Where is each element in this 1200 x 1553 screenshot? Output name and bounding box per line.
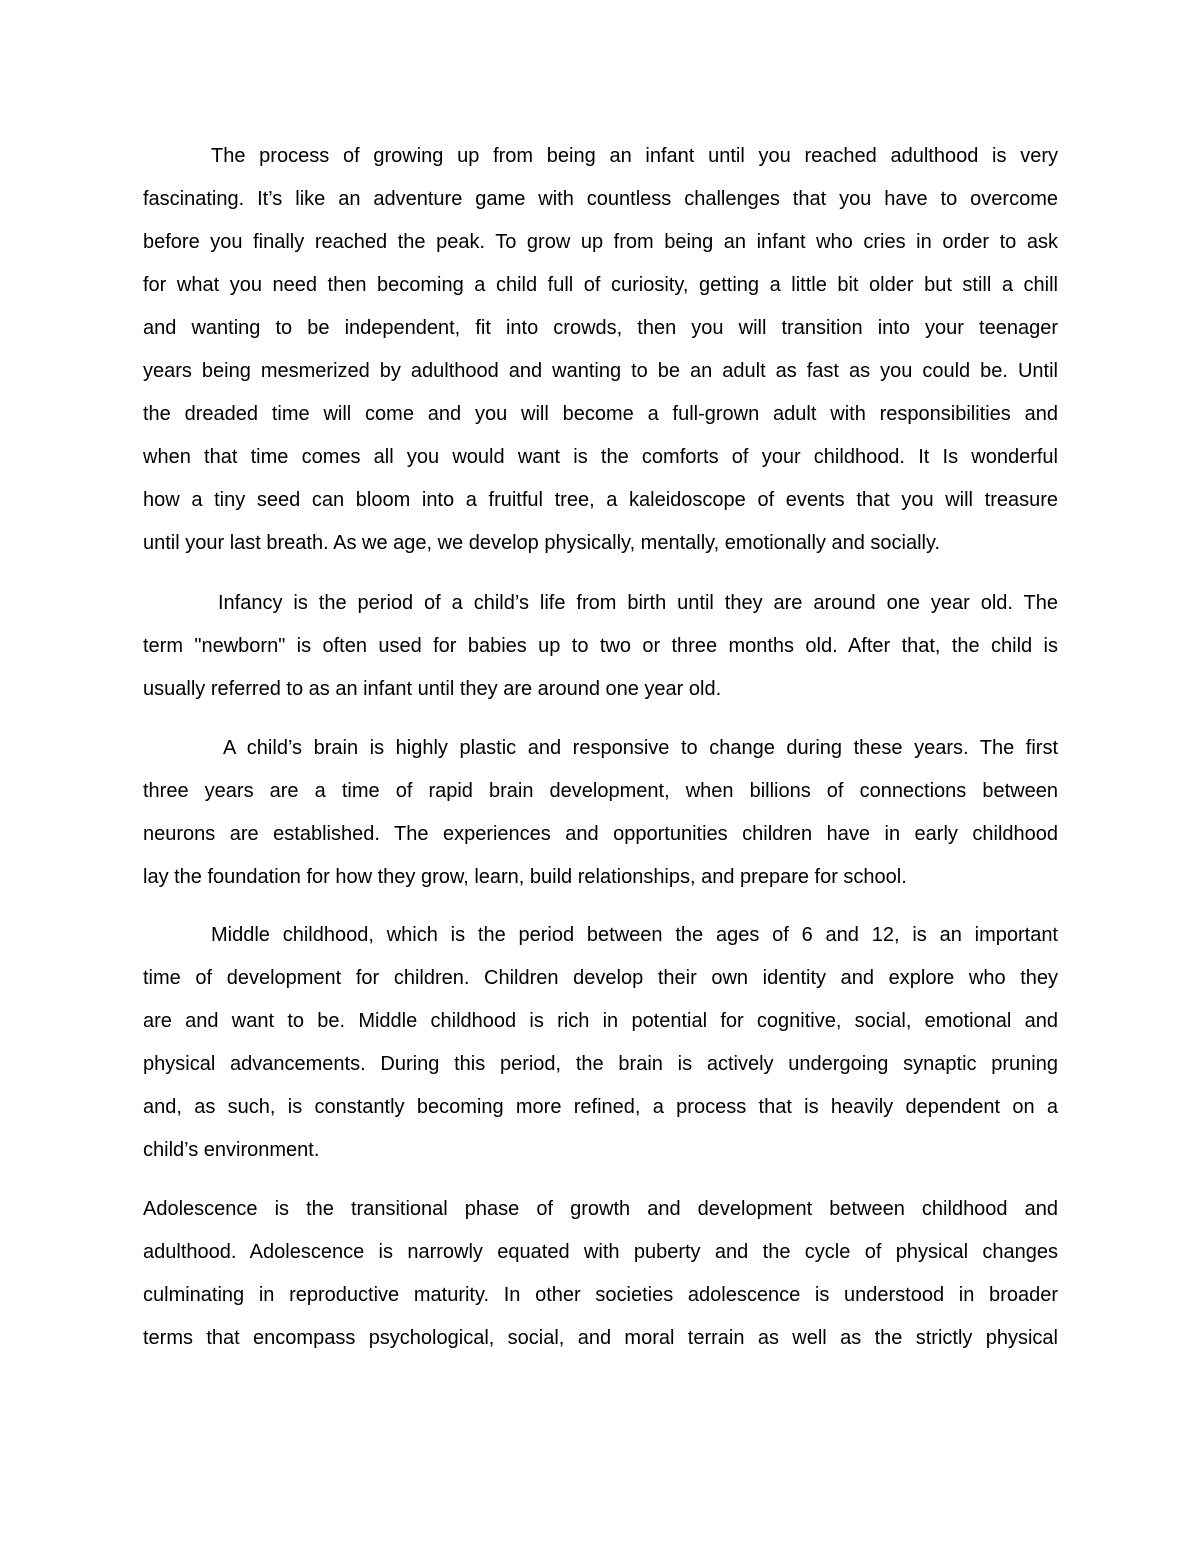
paragraph-line: culminating in reproductive maturity. In other societies adolescence is understood in broader [143,1284,1058,1306]
paragraph-line: Adolescence is the transitional phase of growth and development between childhood and [143,1198,1058,1220]
paragraph-line: are and want to be. Middle childhood is rich in potential for cognitive, social, emotional and [143,1010,1058,1032]
paragraph-line: Infancy is the period of a child’s life from birth until they are around one year old. The [218,592,1058,614]
paragraph-line: fascinating. It’s like an adventure game with countless challenges that you have to overcome [143,188,1058,210]
paragraph-middle-childhood [143,914,1058,1172]
paragraph-line: time of development for children. Children develop their own identity and explore who they [143,967,1058,989]
paragraph-line: The process of growing up from being an infant until you reached adulthood is very [211,145,1058,167]
paragraph-line: child’s environment. [143,1139,320,1161]
paragraph-line: before you finally reached the peak. To grow up from being an infant who cries in order to ask [143,231,1058,253]
paragraph-intro [143,135,1058,565]
paragraph-infancy [143,582,1058,711]
paragraph-line: adulthood. Adolescence is narrowly equated with puberty and the cycle of physical changes [143,1241,1058,1263]
paragraph-line: lay the foundation for how they grow, learn, build relationships, and prepare for school. [143,866,907,888]
paragraph-line: and wanting to be independent, fit into crowds, then you will transition into your teenager [143,317,1058,339]
paragraph-brain [143,727,1058,899]
paragraph-line: until your last breath. As we age, we develop physically, mentally, emotionally and socially. [143,532,941,554]
paragraph-line: term "newborn" is often used for babies up to two or three months old. After that, the child is [143,635,1058,657]
paragraph-line: neurons are established. The experiences and opportunities children have in early childhood [143,823,1058,845]
paragraph-line: terms that encompass psychological, social, and moral terrain as well as the strictly physical [143,1327,1058,1349]
paragraph-line: the dreaded time will come and you will become a full-grown adult with responsibilities and [143,403,1058,425]
paragraph-line: three years are a time of rapid brain development, when billions of connections between [143,780,1058,802]
paragraph-line: usually referred to as an infant until they are around one year old. [143,678,722,700]
paragraph-line: A child’s brain is highly plastic and responsive to change during these years. The first [223,737,1058,759]
paragraph-line: when that time comes all you would want is the comforts of your childhood. It Is wonderful [143,446,1058,468]
paragraph-line: how a tiny seed can bloom into a fruitful tree, a kaleidoscope of events that you will treasure [143,489,1058,511]
paragraph-line: Middle childhood, which is the period between the ages of 6 and 12, is an important [211,924,1058,946]
paragraph-line: years being mesmerized by adulthood and wanting to be an adult as fast as you could be. Until [143,360,1058,382]
paragraph-adolescence [143,1188,1058,1360]
paragraph-line: physical advancements. During this period, the brain is actively undergoing synaptic pruning [143,1053,1058,1075]
paragraph-line: for what you need then becoming a child full of curiosity, getting a little bit older but still a chill [143,274,1058,296]
paragraph-line: and, as such, is constantly becoming more refined, a process that is heavily dependent on a [143,1096,1058,1118]
